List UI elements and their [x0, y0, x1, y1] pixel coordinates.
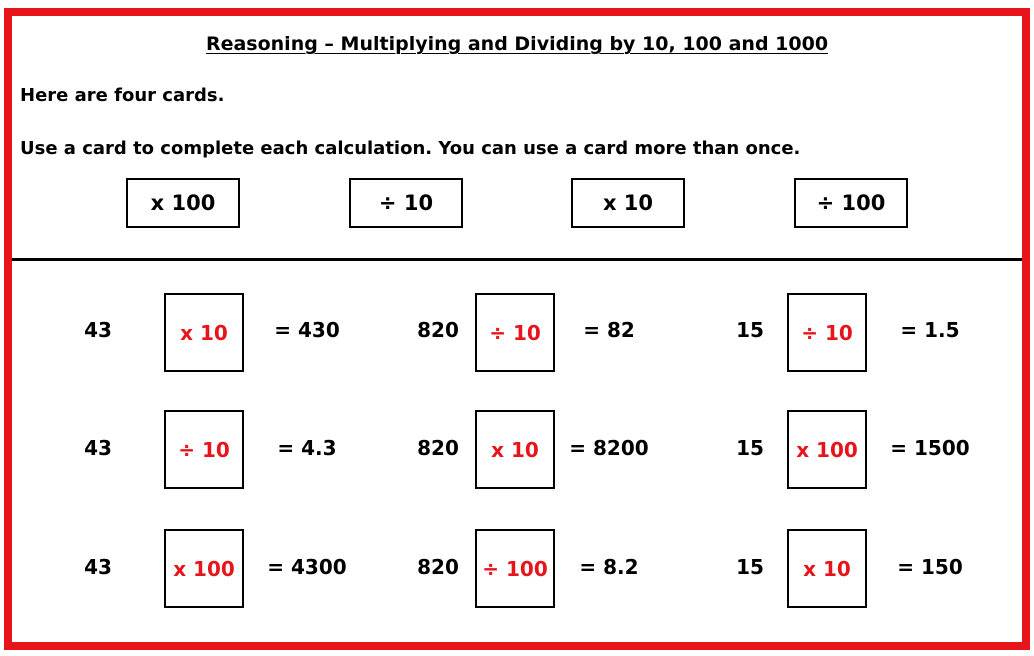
worksheet-frame — [4, 8, 1030, 650]
answer-box[interactable]: x 10 — [164, 293, 244, 372]
instruction-complete: Use a card to complete each calculation. You can use a card more than once. — [20, 138, 801, 159]
calc-number: 820 — [417, 555, 459, 579]
answer-box[interactable]: x 10 — [475, 410, 555, 489]
calc-number: 15 — [736, 555, 764, 579]
answer-box[interactable]: ÷ 10 — [475, 293, 555, 372]
answer-box[interactable]: ÷ 100 — [475, 529, 555, 608]
calc-number: 43 — [84, 555, 112, 579]
calc-number: 820 — [417, 436, 459, 460]
calc-number: 43 — [84, 436, 112, 460]
title-text: Reasoning – Multiplying and Dividing by 10, 100 and 1000 — [205, 33, 829, 55]
worksheet-title — [12, 33, 1022, 55]
instruction-cards: Here are four cards. — [20, 85, 225, 106]
card-4: ÷ 100 — [794, 178, 908, 228]
section-divider — [12, 258, 1022, 261]
calc-result: = 1500 — [890, 436, 970, 460]
calc-number: 15 — [736, 318, 764, 342]
calc-result: = 82 — [583, 318, 635, 342]
calc-number: 15 — [736, 436, 764, 460]
calc-number: 820 — [417, 318, 459, 342]
answer-box[interactable]: x 100 — [787, 410, 867, 489]
answer-box[interactable]: ÷ 10 — [787, 293, 867, 372]
calc-result: = 8.2 — [579, 555, 639, 579]
calc-result: = 4300 — [267, 555, 347, 579]
card-3: x 10 — [571, 178, 685, 228]
calc-result: = 1.5 — [900, 318, 960, 342]
card-2: ÷ 10 — [349, 178, 463, 228]
card-1: x 100 — [126, 178, 240, 228]
calc-result: = 8200 — [569, 436, 649, 460]
answer-box[interactable]: x 10 — [787, 529, 867, 608]
answer-box[interactable]: x 100 — [164, 529, 244, 608]
calc-result: = 150 — [897, 555, 963, 579]
calc-result: = 430 — [274, 318, 340, 342]
calc-result: = 4.3 — [277, 436, 337, 460]
answer-box[interactable]: ÷ 10 — [164, 410, 244, 489]
calc-number: 43 — [84, 318, 112, 342]
